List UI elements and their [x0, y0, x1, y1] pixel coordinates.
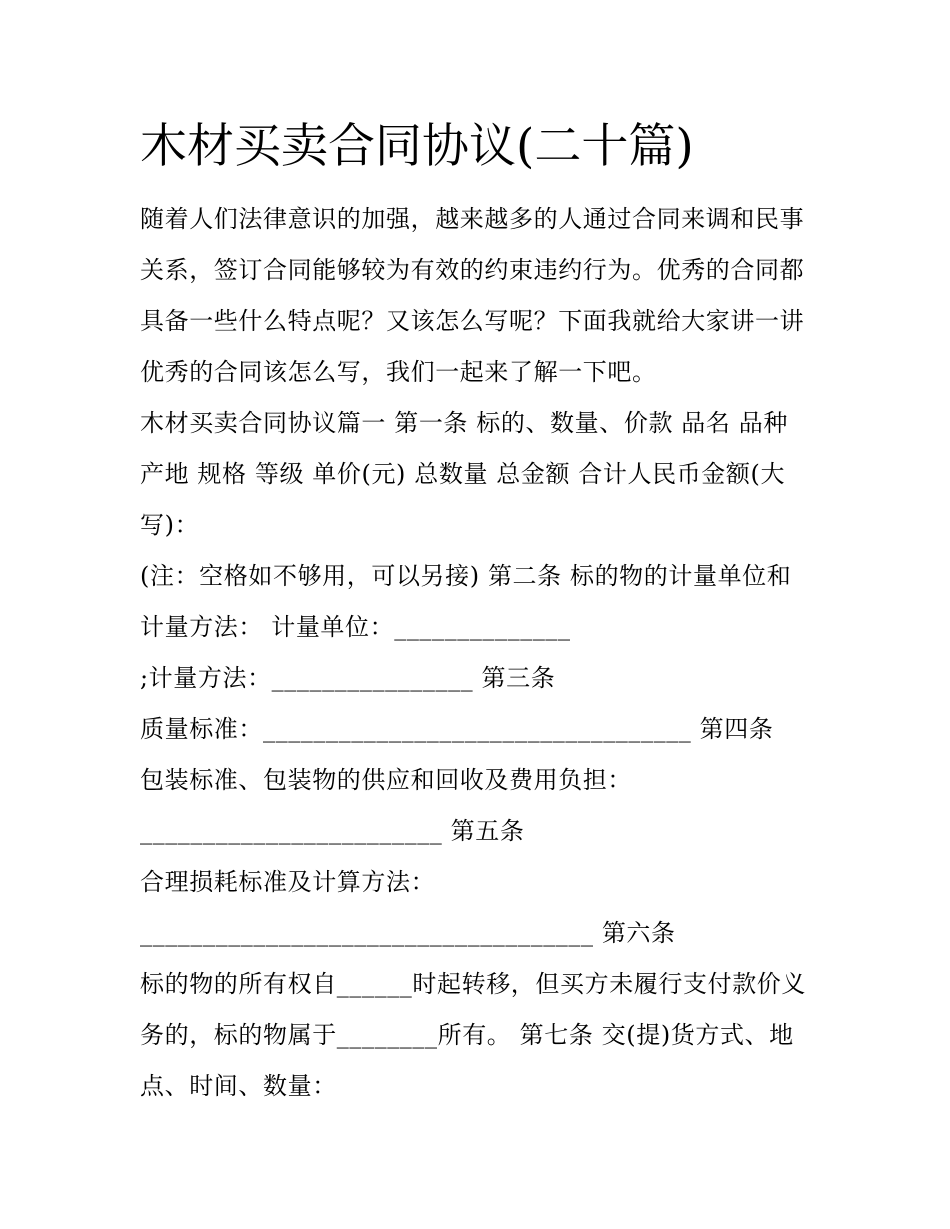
- body-line: 合理损耗标准及计算方法：: [140, 868, 436, 896]
- body-line: 标的物的所有权自______时起转移，但买方未履行支付款价义: [140, 970, 806, 998]
- body-line: 优秀的合同该怎么写，我们一起来了解一下吧。: [140, 358, 657, 386]
- body-line: 务的，标的物属于________所有。 第七条 交(提)货方式、地: [140, 1021, 794, 1049]
- body-line: 随着人们法律意识的加强，越来越多的人通过合同来调和民事: [140, 205, 805, 233]
- body-line: 点、时间、数量：: [140, 1072, 337, 1100]
- body-line: 产地 规格 等级 单价(元) 总数量 总金额 合计人民币金额(大: [140, 460, 786, 488]
- document-title: 木材买卖合同协议(二十篇): [140, 119, 694, 174]
- body-line: 具备一些什么特点呢？又该怎么写呢？下面我就给大家讲一讲: [140, 307, 805, 335]
- body-line: ;计量方法：________________ 第三条: [140, 664, 556, 692]
- body-line: 写)：: [140, 511, 200, 539]
- body-line: 木材买卖合同协议篇一 第一条 标的、数量、价款 品名 品种: [140, 409, 788, 437]
- body-line: ________________________ 第五条: [140, 817, 525, 845]
- body-line: (注：空格如不够用，可以另接) 第二条 标的物的计量单位和: [140, 562, 792, 590]
- body-line: 关系，签订合同能够较为有效的约束违约行为。优秀的合同都: [140, 256, 805, 284]
- body-line: 质量标准：__________________________________ 第四条: [140, 715, 774, 743]
- body-line: ____________________________________ 第六条: [140, 919, 676, 947]
- body-line: 计量方法： 计量单位：______________: [140, 613, 571, 641]
- body-line: 包装标准、包装物的供应和回收及费用负担：: [140, 766, 632, 794]
